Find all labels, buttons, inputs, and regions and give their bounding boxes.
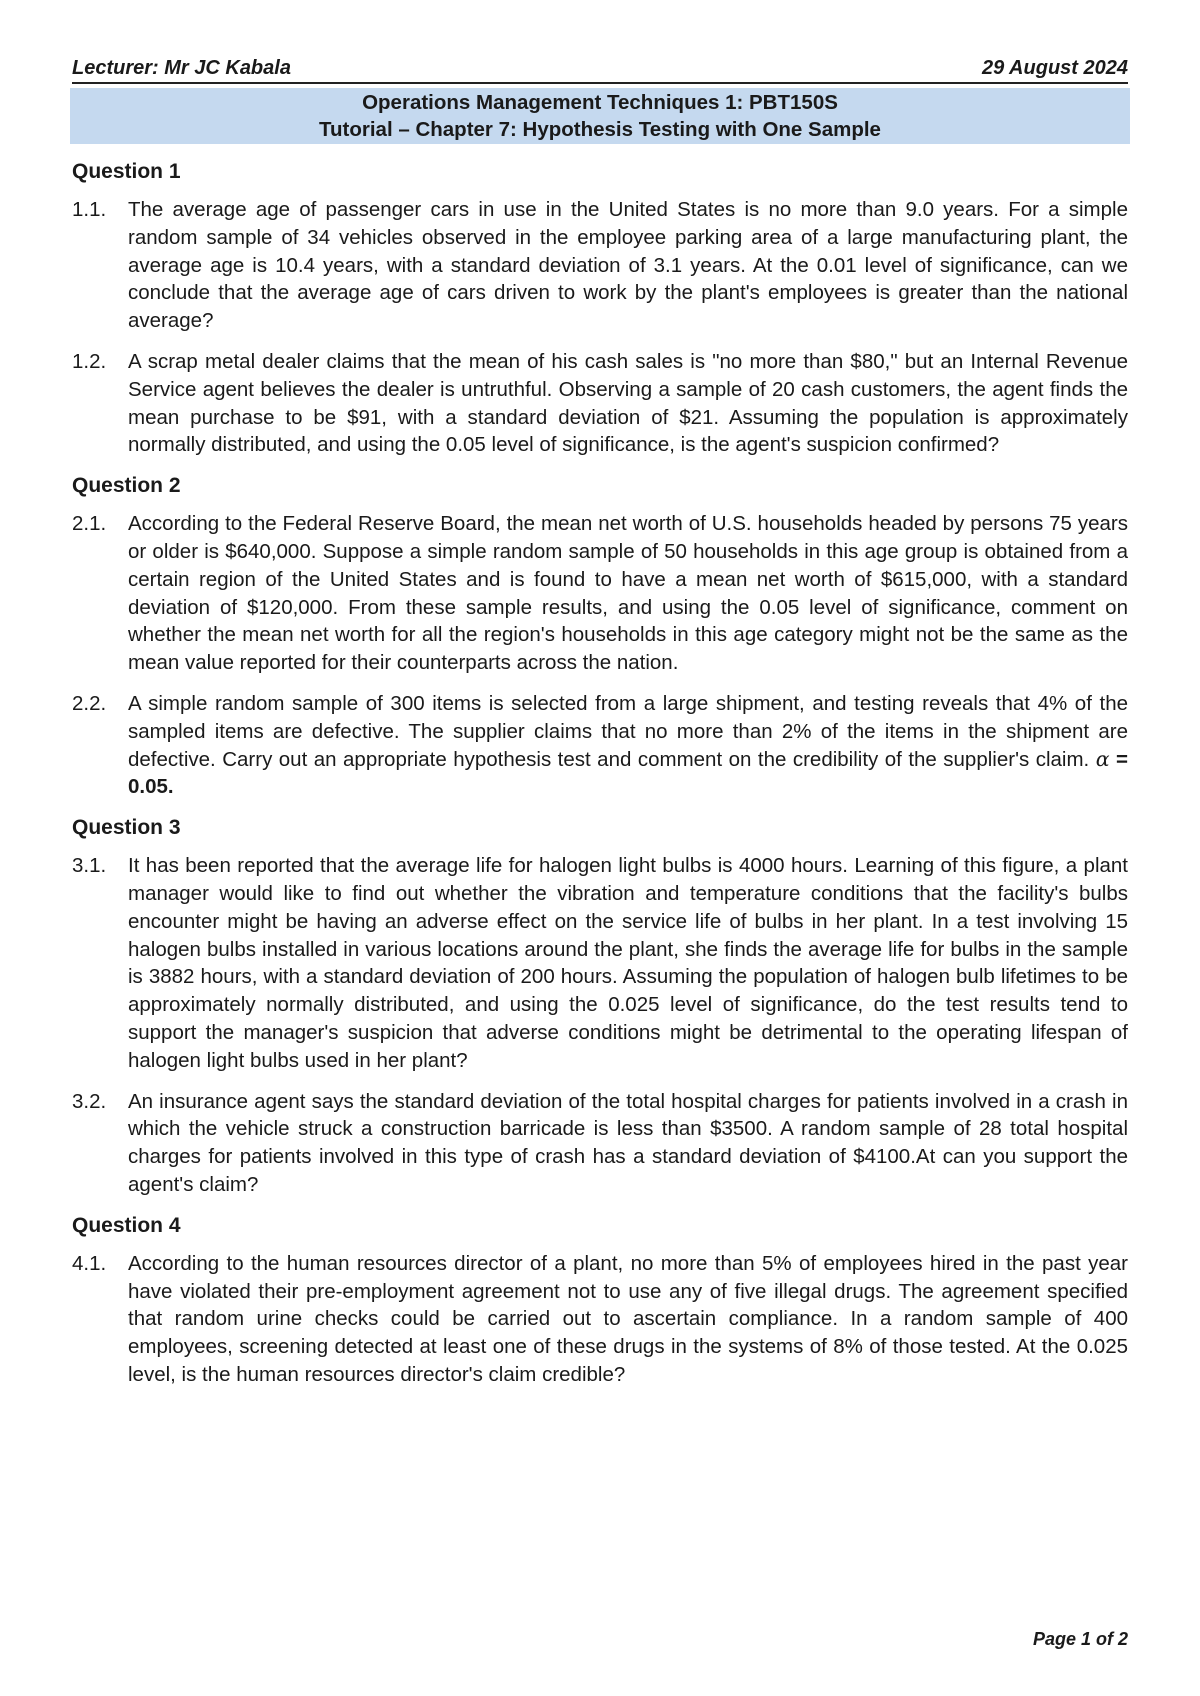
item-number: 3.1. xyxy=(72,854,107,878)
item-text: A simple random sample of 300 items is selected from a large shipment, and testing reveals that 4% of the sampled items are defective. The supplier claims that no more than 2% of the items in the shipment are defective. Carry out an appropriate hypothesis test and comment on the credibility of the supplier's claim. xyxy=(128,691,1128,771)
item-text-container xyxy=(128,690,1128,801)
item-text: According to the Federal Reserve Board, the mean net worth of U.S. households headed by persons 75 years or older is $640,000. Suppose a simple random sample of 50 households in this age group is obtained from a certain region of the United States and is found to have a mean net worth of $615,000, with a standard deviation of $120,000. From these sample results, and using the 0.05 level of significance, comment on whether the mean net worth for all the region's households in this age category might not be the same as the mean value reported for their counterparts across the nation. xyxy=(128,512,1128,675)
question-heading: Question 1 xyxy=(72,160,181,183)
question-item xyxy=(72,1250,1128,1389)
item-text: The average age of passenger cars in use in the United States is no more than 9.0 years. For a simple random sample of 34 vehicles observed in the employee parking area of a large manufacturing plant, the average age is 10.4 years, with a standard deviation of 3.1 years. At the 0.01 level of significance, can we conclude that the average age of cars driven to work by the plant's employees is greater than the national average? xyxy=(128,198,1128,333)
item-number: 2.1. xyxy=(72,512,107,536)
item-text: A scrap metal dealer claims that the mean of his cash sales is "no more than $80," but an Internal Revenue Service agent believes the dealer is untruthful. Observing a sample of 20 cash customers, the agent finds the mean purchase to be $91, with a standard deviation of $21. Assuming the population is approximately normally distributed, and using the 0.05 level of significance, is the agent's suspicion confirmed? xyxy=(128,349,1128,457)
title-banner xyxy=(70,88,1130,144)
questions-content xyxy=(72,158,1128,1402)
question-heading: Question 3 xyxy=(72,816,181,840)
page-header xyxy=(72,56,1128,84)
question-item xyxy=(72,690,1128,801)
date-label: 29 August 2024 xyxy=(982,57,1128,79)
question-item xyxy=(72,852,1128,1074)
page-number: Page 1 of 2 xyxy=(1032,1629,1128,1649)
tutorial-title: Tutorial – Chapter 7: Hypothesis Testing with One Sample xyxy=(319,118,881,141)
item-text: According to the human resources director of a plant, no more than 5% of employees hired in the past year have violated their pre-employment agreement not to use any of five illegal drugs. The agreement specified that random urine checks could be carried out to ascertain compliance. In a random sample of 400 employees, screening detected at least one of these drugs in the systems of 8% of those tested. At the 0.025 level, is the human resources director's claim credible? xyxy=(128,1251,1128,1386)
question-item xyxy=(72,1088,1128,1199)
question-heading: Question 2 xyxy=(72,474,181,498)
item-text: An insurance agent says the standard deviation of the total hospital charges for patients involved in a crash in which the vehicle struck a construction barricade is less than $3500. A random sample of 28 total hospital charges for patients involved in this type of crash has a standard deviation of $4100.At can you support the agent's claim? xyxy=(128,1089,1128,1196)
item-number: 3.2. xyxy=(72,1089,107,1113)
item-number: 4.1. xyxy=(72,1251,107,1275)
item-number: 1.1. xyxy=(72,198,107,221)
question-heading: Question 4 xyxy=(72,1213,181,1237)
course-title: Operations Management Techniques 1: PBT150S xyxy=(362,91,838,114)
question-item xyxy=(72,196,1128,335)
alpha-value: = 0.05. xyxy=(128,747,1128,799)
question-item xyxy=(72,510,1128,677)
item-number: 2.2. xyxy=(72,691,107,715)
lecturer-label: Lecturer: Mr JC Kabala xyxy=(72,57,291,79)
question-item xyxy=(72,348,1128,459)
item-number: 1.2. xyxy=(72,349,107,373)
item-text: It has been reported that the average life for halogen light bulbs is 4000 hours. Learning of this figure, a plant manager would like to find out whether the vibration and temperature conditions that the facility's bulbs encounter might be having an adverse effect on the service life of bulbs in her plant. In a test involving 15 halogen bulbs installed in various locations around the plant, she finds the average life for bulbs in the sample is 3882 hours, with a standard deviation of 200 hours. Assuming the population of halogen bulb lifetimes to be approximately normally distributed, and using the 0.025 level of significance, do the test results tend to support the manager's suspicion that adverse conditions might be detrimental to the operating lifespan of halogen light bulbs used in her plant? xyxy=(128,854,1128,1072)
alpha-symbol: α xyxy=(1095,746,1110,771)
